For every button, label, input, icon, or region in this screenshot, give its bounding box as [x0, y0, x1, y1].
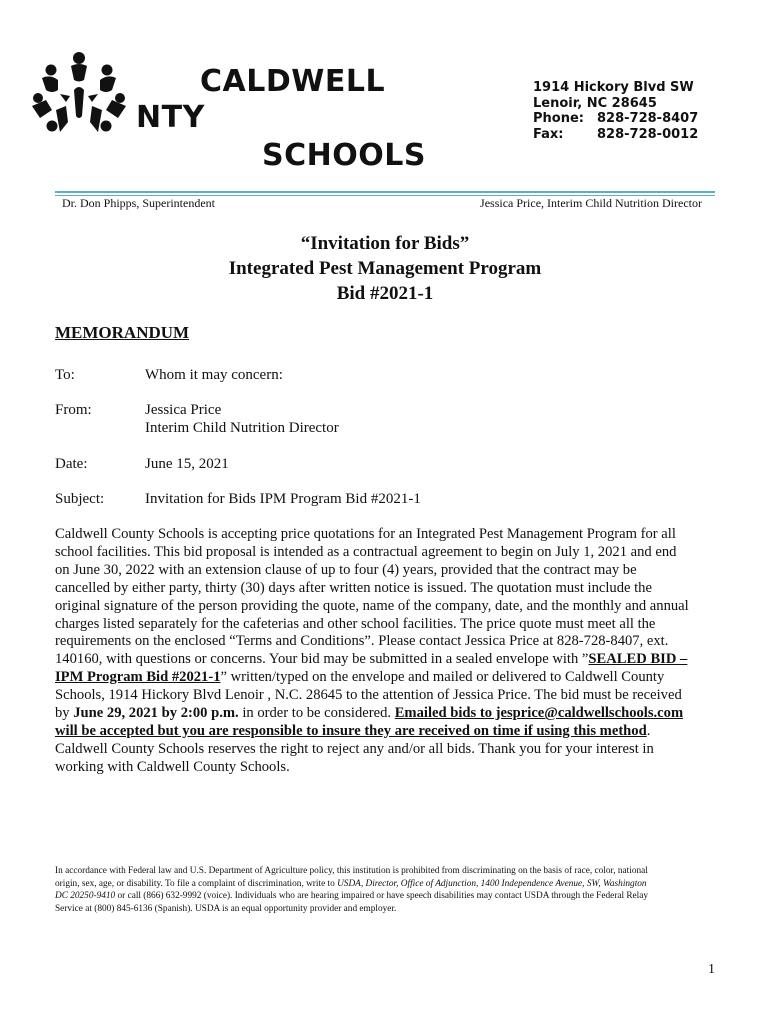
address-fax — [533, 127, 698, 143]
email-bid-link[interactable]: Emailed bids to jesprice@caldwellschools.com — [394, 705, 684, 722]
usda-nondiscrimination-statement — [55, 865, 715, 915]
body-text-run: . — [646, 722, 651, 739]
superintendent-name: Dr. Don Phipps, Superintendent — [62, 196, 215, 210]
body-line: Caldwell County Schools reserves the right to reject any and/or all bids. Thank you for your interest in — [55, 740, 654, 757]
footer-line: In accordance with Federal law and U.S. Department of Agriculture policy, this institution is prohibited from discriminating on the basis of race, color, national — [55, 866, 648, 876]
stylized-people-circle-logo-icon — [30, 50, 128, 136]
letterhead-name-line-1: CALDWELL — [200, 64, 386, 99]
phone-number: 828-728-8407 — [597, 111, 699, 127]
body-line — [55, 723, 715, 741]
title-line-1: “Invitation for Bids” — [300, 233, 470, 254]
footer-line: Service at (800) 845-6136 (Spanish). USDA is an equal opportunity provider and employer. — [55, 903, 397, 914]
page-number: 1 — [708, 962, 715, 977]
subject-label: Subject: — [55, 491, 105, 507]
letterhead-address — [533, 80, 698, 142]
body-line: school facilities. This bid proposal is intended as a contractual agreement to begin on July 1, 2021 and end — [55, 543, 677, 560]
body-line: original signature of the person providing the quote, name of the company, date, and the monthly and annual — [55, 597, 689, 614]
from-name: Jessica Price — [145, 402, 222, 418]
body-line: cancelled by either party, thirty (30) days after written notice is issued. The quotation must include the — [55, 579, 652, 596]
body-line: working with Caldwell County Schools. — [55, 758, 290, 775]
body-line: Caldwell County Schools is accepting price quotations for an Integrated Pest Management Program for all — [55, 526, 676, 542]
letterhead-name-line-2: NTY — [136, 100, 205, 135]
bid-program-label: IPM Program Bid #2021-1 — [55, 669, 221, 686]
address-phone — [533, 111, 698, 127]
from-label: From: — [55, 402, 92, 418]
date-value: June 15, 2021 — [145, 456, 229, 472]
letterhead-divider-thick — [55, 191, 715, 193]
fax-label: Fax: — [533, 126, 564, 142]
address-street: 1914 Hickory Blvd SW — [533, 80, 694, 95]
body-line: charges listed separately for the cafeterias and other school facilities. The price quote must meet all the — [55, 615, 656, 632]
footer-address-italic: USDA, Director, Office of Adjunction, 1400 Independence Avenue, SW, Washington — [337, 878, 647, 889]
body-text-run: 140160, with questions or concerns. Your bid may be submitted in a sealed envelope with ” — [55, 651, 589, 668]
memo-body — [55, 526, 715, 777]
body-line: requirements on the enclosed “Terms and Conditions”. Please contact Jessica Price at 828-728-8407, ext. — [55, 633, 669, 650]
body-line — [55, 705, 715, 723]
letterhead-name-line-3: SCHOOLS — [262, 138, 426, 173]
from-value — [145, 401, 339, 437]
memorandum-heading: MEMORANDUM — [55, 323, 190, 342]
bid-deadline: June 29, 2021 by 2:00 p.m. — [73, 705, 239, 722]
body-text-run: in order to be considered. — [238, 705, 395, 722]
footer-line — [55, 890, 715, 903]
to-value: Whom it may concern: — [145, 367, 283, 383]
body-line — [55, 651, 715, 669]
footer-address-italic: DC 20250-9410 — [55, 891, 116, 901]
body-text-run: by — [55, 705, 74, 722]
footer-line — [55, 878, 715, 891]
date-label: Date: — [55, 456, 88, 472]
footer-text-run: or call (866) 632-9992 (voice). Individuals who are hearing impaired or have speech disabilities may contact USDA through the Federal Relay — [115, 891, 649, 901]
address-city: Lenoir, NC 28645 — [533, 95, 657, 111]
fax-number: 828-728-0012 — [597, 126, 699, 142]
subject-value: Invitation for Bids IPM Program Bid #2021-1 — [145, 491, 421, 507]
document-title — [0, 231, 770, 306]
title-line-2: Integrated Pest Management Program — [228, 258, 542, 279]
email-bid-notice: will be accepted but you are responsible to insure they are received on time if using this method — [55, 722, 647, 739]
director-name: Jessica Price, Interim Child Nutrition Director — [480, 196, 702, 210]
title-line-3: Bid #2021-1 — [336, 283, 434, 304]
body-line — [55, 669, 715, 687]
from-title: Interim Child Nutrition Director — [145, 420, 339, 436]
footer-text-run: origin, sex, age, or disability. To file a complaint of discrimination, write to — [55, 878, 338, 889]
body-text-run: ” written/typed on the envelope and mailed or delivered to Caldwell County — [220, 669, 665, 686]
to-label: To: — [55, 367, 75, 383]
sealed-bid-label: SEALED BID – — [588, 651, 688, 668]
body-line: Schools, 1914 Hickory Blvd Lenoir , N.C. 28645 to the attention of Jessica Price. The bid must be received — [55, 687, 682, 704]
phone-label: Phone: — [533, 111, 584, 127]
body-line: on June 30, 2022 with an extension clause of up to four (4) years, provided that the contract may be — [55, 561, 637, 578]
